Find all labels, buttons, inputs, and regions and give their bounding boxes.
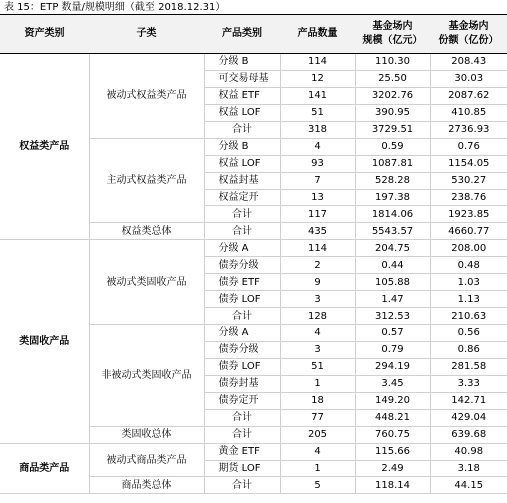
product-count-cell: 2 [280,257,355,274]
product-count-cell: 3 [280,341,355,358]
product-count-cell: 51 [280,104,355,121]
category-total-label-cell: 权益类总体 [89,223,204,240]
product-count-cell: 4 [280,443,355,460]
product-count-cell: 114 [280,240,355,257]
product-count-cell: 51 [280,358,355,375]
subcategory-cell: 主动式权益类产品 [89,138,204,223]
product-type-cell: 分级 A [204,240,280,257]
fund-scale-cell: 2.49 [355,460,430,477]
category-total-scale-cell: 760.75 [355,426,430,443]
product-type-cell: 权益 ETF [204,87,280,104]
subtotal-label-cell: 合计 [204,409,280,426]
category-total-label-cell: 类固收总体 [89,426,204,443]
fund-scale-cell: 312.53 [355,308,430,325]
category-total-count-cell: 435 [280,223,355,240]
category-total-scale-cell: 118.14 [355,477,430,494]
fund-share-cell: 40.98 [430,443,507,460]
fund-share-cell: 0.56 [430,325,507,342]
category-total-share-cell: 639.68 [430,426,507,443]
fund-share-cell: 3.18 [430,460,507,477]
table-row [0,443,507,460]
product-type-cell: 债券分级 [204,257,280,274]
product-type-cell: 分级 B [204,138,280,155]
category-total-scale-cell: 5543.57 [355,223,430,240]
product-count-cell: 7 [280,172,355,189]
product-count-cell: 12 [280,70,355,87]
etp-table [0,14,507,494]
header-count: 产品数量 [280,15,355,54]
product-count-cell: 4 [280,325,355,342]
fund-scale-cell: 1814.06 [355,206,430,223]
fund-scale-cell: 25.50 [355,70,430,87]
product-count-cell: 128 [280,308,355,325]
fund-share-cell: 2087.62 [430,87,507,104]
product-count-cell: 141 [280,87,355,104]
product-type-cell: 权益 LOF [204,104,280,121]
product-type-cell: 权益 LOF [204,155,280,172]
fund-scale-cell: 149.20 [355,392,430,409]
product-type-cell: 债券封基 [204,375,280,392]
fund-scale-cell: 1087.81 [355,155,430,172]
header-scale [355,15,430,54]
asset-category-cell: 权益类产品 [0,54,89,240]
product-count-cell: 117 [280,206,355,223]
header-scale-line2: 规模（亿元） [362,35,423,46]
header-share-line1: 基金场内 [448,21,489,32]
fund-share-cell: 0.76 [430,138,507,155]
subcategory-cell: 被动式商品类产品 [89,443,204,477]
product-count-cell: 93 [280,155,355,172]
fund-share-cell: 281.58 [430,358,507,375]
fund-share-cell: 208.43 [430,54,507,71]
header-sub: 子类 [89,15,204,54]
fund-scale-cell: 0.57 [355,325,430,342]
product-type-cell: 债券 ETF [204,274,280,291]
fund-share-cell: 0.86 [430,341,507,358]
header-asset: 资产类别 [0,15,89,54]
category-total-product-cell: 合计 [204,477,280,494]
header-share [430,15,507,54]
product-count-cell: 1 [280,375,355,392]
product-count-cell: 77 [280,409,355,426]
fund-share-cell: 210.63 [430,308,507,325]
asset-category-cell: 商品类产品 [0,443,89,494]
table-row [0,54,507,71]
product-type-cell: 分级 B [204,54,280,71]
category-total-share-cell: 44.15 [430,477,507,494]
fund-share-cell: 429.04 [430,409,507,426]
header-share-line2: 份额（亿份） [438,35,499,46]
product-type-cell: 债券 LOF [204,291,280,308]
fund-scale-cell: 3729.51 [355,121,430,138]
fund-scale-cell: 1.47 [355,291,430,308]
category-total-label-cell: 商品类总体 [89,477,204,494]
fund-scale-cell: 0.59 [355,138,430,155]
fund-share-cell: 530.27 [430,172,507,189]
table-row [0,240,507,257]
fund-share-cell: 2736.93 [430,121,507,138]
fund-share-cell: 410.85 [430,104,507,121]
product-type-cell: 权益定开 [204,189,280,206]
fund-share-cell: 238.76 [430,189,507,206]
category-total-product-cell: 合计 [204,426,280,443]
fund-share-cell: 1.13 [430,291,507,308]
fund-scale-cell: 110.30 [355,54,430,71]
product-type-cell: 黄金 ETF [204,443,280,460]
fund-scale-cell: 528.28 [355,172,430,189]
fund-share-cell: 142.71 [430,392,507,409]
fund-scale-cell: 0.44 [355,257,430,274]
product-count-cell: 114 [280,54,355,71]
category-total-count-cell: 205 [280,426,355,443]
subcategory-cell: 被动式权益类产品 [89,54,204,139]
product-type-cell: 期货 LOF [204,460,280,477]
subtotal-label-cell: 合计 [204,308,280,325]
etp-table-container [0,14,507,494]
fund-scale-cell: 448.21 [355,409,430,426]
product-count-cell: 1 [280,460,355,477]
fund-share-cell: 0.48 [430,257,507,274]
product-type-cell: 权益封基 [204,172,280,189]
fund-share-cell: 1154.05 [430,155,507,172]
fund-scale-cell: 197.38 [355,189,430,206]
fund-scale-cell: 294.19 [355,358,430,375]
product-type-cell: 债券分级 [204,341,280,358]
category-total-product-cell: 合计 [204,223,280,240]
product-type-cell: 可交易母基 [204,70,280,87]
fund-scale-cell: 0.79 [355,341,430,358]
product-type-cell: 债券定开 [204,392,280,409]
product-type-cell: 债券 LOF [204,358,280,375]
fund-scale-cell: 105.88 [355,274,430,291]
table-body [0,54,507,494]
asset-category-cell: 类固收产品 [0,240,89,443]
product-count-cell: 4 [280,138,355,155]
fund-scale-cell: 115.66 [355,443,430,460]
product-count-cell: 13 [280,189,355,206]
fund-scale-cell: 390.95 [355,104,430,121]
fund-scale-cell: 204.75 [355,240,430,257]
product-count-cell: 3 [280,291,355,308]
subtotal-label-cell: 合计 [204,206,280,223]
subtotal-label-cell: 合计 [204,121,280,138]
fund-share-cell: 3.33 [430,375,507,392]
header-scale-line1: 基金场内 [372,21,413,32]
table-caption: 表 15：ETP 数量/规模明细（截至 2018.12.31） [4,2,226,13]
fund-scale-cell: 3202.76 [355,87,430,104]
category-total-share-cell: 4660.77 [430,223,507,240]
product-type-cell: 分级 A [204,325,280,342]
category-total-count-cell: 5 [280,477,355,494]
fund-scale-cell: 3.45 [355,375,430,392]
fund-share-cell: 1923.85 [430,206,507,223]
subcategory-cell: 非被动式类固收产品 [89,325,204,427]
fund-share-cell: 208.00 [430,240,507,257]
fund-share-cell: 30.03 [430,70,507,87]
header-product: 产品类别 [204,15,280,54]
subcategory-cell: 被动式类固收产品 [89,240,204,325]
table-header [0,15,507,54]
product-count-cell: 318 [280,121,355,138]
fund-share-cell: 1.03 [430,274,507,291]
product-count-cell: 9 [280,274,355,291]
product-count-cell: 18 [280,392,355,409]
